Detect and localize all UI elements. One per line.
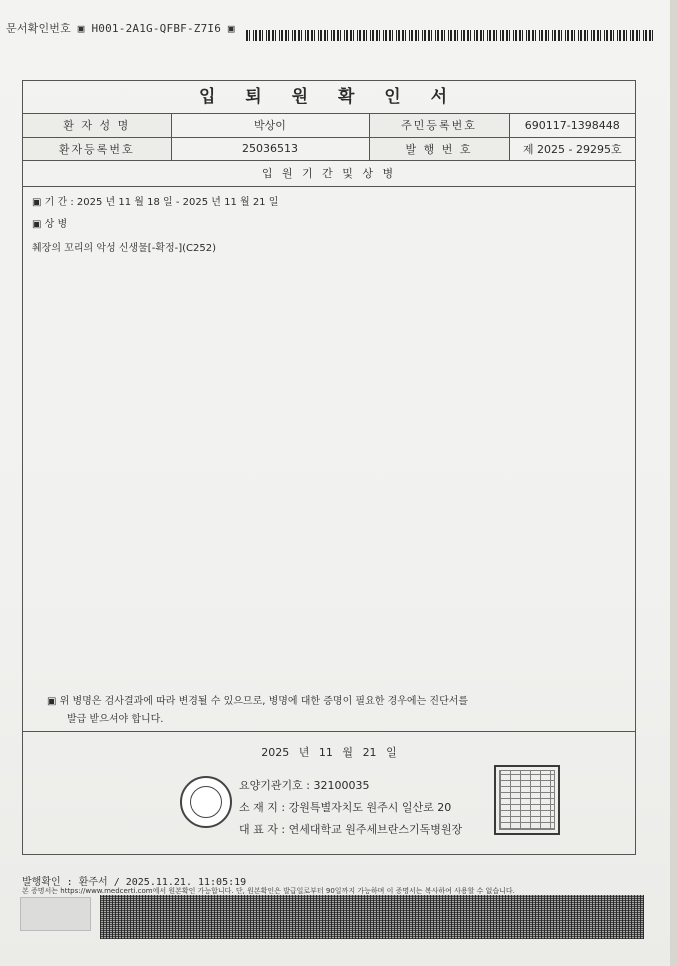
issue-date <box>23 744 635 760</box>
representative-label: 대 표 자 <box>239 823 278 836</box>
square-icon: ▣ <box>77 22 92 35</box>
patient-info-table <box>23 114 635 161</box>
period-value: : 2025 년 11 월 18 일 - 2025 년 11 월 21 일 <box>70 197 279 208</box>
document-number-line <box>6 20 235 36</box>
square-icon: ▣ <box>32 219 45 230</box>
representative-line: 대 표 자 : 연세대학교 원주세브란스기독병원장 <box>239 823 463 836</box>
date-day-unit: 일 <box>386 746 397 759</box>
rrn-label: 주민등록번호 <box>369 114 509 137</box>
diagnosis-label: 상 병 <box>44 219 68 230</box>
institution-code: 32100035 <box>313 779 370 792</box>
section-heading: 입 원 기 간 및 상 병 <box>23 161 635 187</box>
square-icon: ▣ <box>47 696 60 707</box>
table-row <box>23 137 635 160</box>
patient-reg-label: 환자등록번호 <box>23 137 171 160</box>
barcode <box>246 30 654 41</box>
issue-no-label: 발 행 번 호 <box>369 137 509 160</box>
2d-barcode <box>100 895 644 939</box>
square-icon: ▣ <box>32 197 45 208</box>
issue-no: 제 2025 - 29295호 <box>509 137 635 160</box>
diagnosis-row <box>32 215 67 230</box>
doc-number-label: 문서확인번호 <box>6 22 71 35</box>
university-emblem-icon <box>180 776 232 828</box>
date-year-unit: 년 <box>298 746 310 759</box>
patient-name: 박상이 <box>171 114 369 137</box>
notice-text-1: 위 병명은 검사결과에 따라 변경될 수 있으므로, 병명에 대한 증명이 필요한 경우에는 진단서를 <box>59 696 469 707</box>
document-title: 입 퇴 원 확 인 서 <box>23 81 635 114</box>
address-value: 강원특별자치도 원주시 일산로 20 <box>288 801 452 814</box>
notice-box <box>23 679 635 732</box>
verification-note: 본 증명서는 https://www.medcerti.com에서 원본확인 가능합니다. 단, 원본확인은 발급일로부터 90일까지 가능하며 이 증명서는 복사하여 사용할 수 없습니다. <box>22 887 515 895</box>
date-day: 21 <box>362 746 377 759</box>
notice-text-2: 발급 받으셔야 합니다. <box>67 714 164 725</box>
issue-check-line: 발행확인 : 환주서 / 2025.11.21. 11:05:19 <box>22 877 247 888</box>
date-month-unit: 월 <box>342 746 354 759</box>
period-row <box>32 193 278 208</box>
patient-reg-no: 25036513 <box>171 137 369 160</box>
redacted-area <box>20 897 91 931</box>
rrn-value: 690117-1398448 <box>509 114 635 137</box>
certificate-frame <box>22 80 636 855</box>
date-year: 2025 <box>261 746 290 759</box>
address-line: 소 재 지 : 강원특별자치도 원주시 일산로 20 <box>239 801 452 814</box>
period-label: 기 간 <box>44 197 68 208</box>
patient-name-label: 환 자 성 명 <box>23 114 171 137</box>
official-seal-stamp <box>494 765 560 835</box>
institution-code-label: 요양기관기호 <box>239 779 303 792</box>
diagnosis-value: 췌장의 꼬리의 악성 신생물[-확정-](C252) <box>32 243 217 254</box>
doc-number: H001-2A1G-QFBF-Z7I6 <box>91 22 222 35</box>
notice-line-1 <box>47 692 468 707</box>
square-icon: ▣ <box>227 22 235 35</box>
date-month: 11 <box>318 746 333 759</box>
representative-value: 연세대학교 원주세브란스기독병원장 <box>288 823 463 836</box>
table-row <box>23 114 635 137</box>
address-label: 소 재 지 <box>239 801 278 814</box>
institution-code-line: 요양기관기호 : 32100035 <box>239 779 370 792</box>
